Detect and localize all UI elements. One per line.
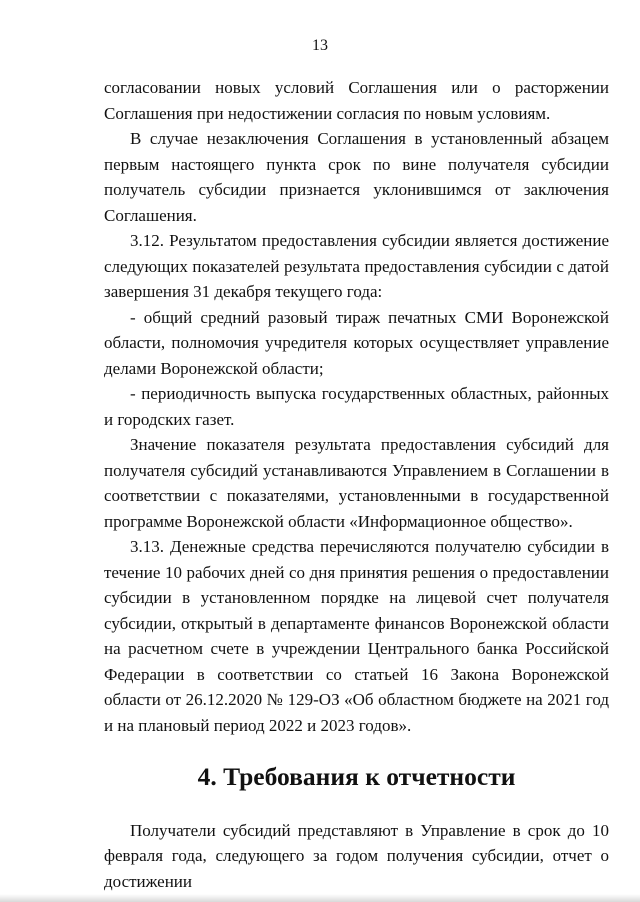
list-item-periodicity: - периодичность выпуска государственных областных, районных и городских газет. [104,384,609,429]
paragraph-continuation: согласовании новых условий Соглашения или о расторжении Соглашения при недостижении согласия по новым условиям. [104,78,609,123]
paragraph-3-13: 3.13. Денежные средства перечисляются получателю субсидии в течение 10 рабочих дней со дня принятия решения о предоставлении субсидии в установленном порядке на лицевой счет получателя субсидии, открытый в департаменте финансов Воронежской области на расчетном счете в учреждении Центрального банка Российской Федерации в соответствии со статьей 16 Закона Воронежской области от 26.12.2020 № 129-ОЗ «Об областном бюджете на 2021 год и на плановый период 2022 и 2023 годов». [104,537,609,735]
document-body [104,75,609,894]
paragraph-agreement-evasion: В случае незаключения Соглашения в установленный абзацем первым настоящего пункта срок по вине получателя субсидии получатель субсидии признается уклонившимся от заключения Соглашения. [104,129,609,225]
paragraph-3-12: 3.12. Результатом предоставления субсидии является достижение следующих показателей результата предоставления субсидии с датой завершения 31 декабря текущего года: [104,231,609,301]
list-item-circulation: - общий средний разовый тираж печатных СМИ Воронежской области, полномочия учредителя которых осуществляет управление делами Воронежской области; [104,307,609,378]
page-bottom-edge [0,894,640,902]
page-number: 13 [312,37,328,54]
paragraph-reporting: Получатели субсидий представляют в Управление в срок до 10 февраля года, следующего за годом получения субсидии, отчет о достижении [104,820,609,891]
paragraph-indicator-values: Значение показателя результата предоставления субсидий для получателя субсидий устанавливаются Управлением в Соглашении в соответствии с показателями, установленными в государственной программе Воронежской области «Информационное общество». [104,435,609,531]
section-heading: 4. Требования к отчетности [197,762,516,791]
